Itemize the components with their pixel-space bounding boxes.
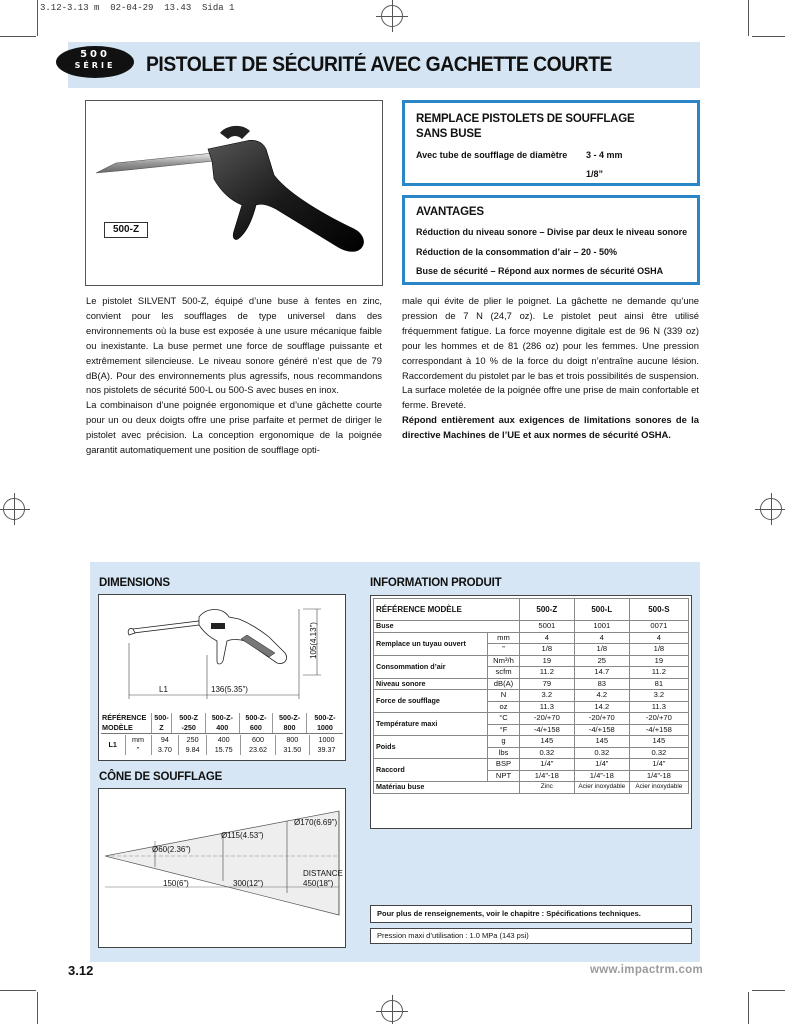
product-cell: -4/+158 — [629, 724, 688, 736]
product-unit: oz — [488, 701, 520, 713]
serie-label: SÉRIE — [74, 61, 116, 70]
product-info-table — [373, 598, 689, 794]
body-paragraph: Le pistolet SILVENT 500-Z, équipé d’une buse à fentes en zinc, convient pour les soufflages de type universel dans des environnements où la buse est exposée à une usure mécanique faible ou inexistante. La buse permet une force de soufflage puissante et extrêmement silencieuse. Le niveau sonore généré n’est que de 79 dB(A). Pour des environnements plus agressifs, nous recommandons nos pistolets de sécurité 500-L ou 500-S avec buses en inox. — [86, 295, 382, 396]
product-cell: 0.32 — [574, 747, 629, 759]
replace-heading-line1: REMPLACE PISTOLETS DE SOUFFLAGE — [416, 113, 635, 125]
product-header-cell: 500-L — [574, 599, 629, 621]
product-table-row — [374, 736, 689, 748]
website-link[interactable]: www.impactrm.com — [590, 964, 704, 976]
dim-cell: 3.70 — [151, 745, 179, 755]
product-cell: Zinc — [519, 782, 574, 794]
product-cell: 145 — [629, 736, 688, 748]
cone-label-d115: Ø115(4.53”) — [221, 831, 264, 840]
product-cell: 11.2 — [629, 667, 688, 679]
product-cell: 81 — [629, 678, 688, 690]
print-header: 3.12-3.13 m 02-04-29 13.43 Sida 1 — [40, 3, 235, 13]
product-table-row — [374, 632, 689, 644]
note-more-info: Pour plus de renseignements, voir le chapitre : Spécifications techniques. — [370, 905, 692, 923]
product-cell: 4 — [629, 632, 688, 644]
product-cell: 1/4” — [629, 759, 688, 771]
dim-label-l1: L1 — [159, 685, 168, 694]
cone-label-450: 450(18”) — [303, 879, 334, 888]
note-pressure: Pression maxi d’utilisation : 1.0 MPa (143 psi) — [370, 928, 692, 944]
product-row-label: Remplace un tuyau ouvert — [374, 632, 488, 655]
product-photo — [85, 100, 383, 286]
product-cell: 11.2 — [519, 667, 574, 679]
model-tag: 500-Z — [104, 222, 148, 238]
product-header-cell: 500-Z — [519, 599, 574, 621]
product-row-label: Niveau sonore — [374, 678, 488, 690]
product-table-row — [374, 690, 689, 702]
product-cell: 0071 — [629, 621, 688, 633]
advantage-item: Buse de sécurité – Répond aux normes de sécurité OSHA — [416, 266, 664, 276]
dimensions-box — [98, 594, 346, 761]
dim-cell: 600 — [241, 735, 275, 745]
product-row-label: Force de soufflage — [374, 690, 488, 713]
product-cell: 1/4” — [519, 759, 574, 771]
product-cell: 4 — [574, 632, 629, 644]
dim-unit: ” — [125, 745, 151, 755]
dim-label-height: 105(4.13”) — [309, 622, 318, 659]
product-unit: mm — [488, 632, 520, 644]
cone-diagram — [99, 789, 345, 947]
product-row-label: Raccord — [374, 759, 488, 782]
product-cell: 1/4” — [574, 759, 629, 771]
product-cell: -20/+70 — [519, 713, 574, 725]
product-cell: 0.32 — [519, 747, 574, 759]
product-cell: 11.3 — [519, 701, 574, 713]
product-cell: 11.3 — [629, 701, 688, 713]
dim-cell: 1000 — [318, 735, 335, 744]
replace-box — [402, 100, 700, 186]
product-unit: Nm³/h — [488, 655, 520, 667]
product-cell: -4/+158 — [574, 724, 629, 736]
product-cell: 14.7 — [574, 667, 629, 679]
product-row-label: Température maxi — [374, 713, 488, 736]
product-cell: 25 — [574, 655, 629, 667]
dim-cell: 250 — [179, 735, 207, 745]
product-table-row — [374, 678, 689, 690]
cone-label-150: 150(6”) — [163, 879, 189, 888]
product-cell: 5001 — [519, 621, 574, 633]
product-header-cell: RÉFÉRENCE MODÈLE — [374, 599, 520, 621]
dim-header-cell: RÉFÉRENCE MODÈLE — [101, 713, 151, 734]
dim-cell: 94 — [151, 735, 179, 745]
cone-label-d170: Ø170(6.69”) — [294, 818, 338, 827]
product-table-row — [374, 621, 689, 633]
cone-label-distance: DISTANCE — [303, 869, 343, 878]
product-cell: 4.2 — [574, 690, 629, 702]
product-table-row — [374, 713, 689, 725]
dimensions-table — [101, 713, 343, 734]
body-paragraph: La combinaison d’une poignée ergonomique et d’une gâchette courte pour un ou deux doigts offre une prise parfaite et permet de diriger le pistolet avec précision. La conception ergonomique de la poignée garantit automatiquement une position de soufflage opti- — [86, 399, 382, 456]
dim-header-cell: 500-Z- 800 — [273, 713, 307, 734]
product-table-row — [374, 782, 689, 794]
cone-label-300: 300(12”) — [233, 879, 264, 888]
cone-box — [98, 788, 346, 948]
product-cell: 1/4”-18 — [519, 770, 574, 782]
product-unit: °C — [488, 713, 520, 725]
product-cell: 1/8 — [629, 644, 688, 656]
dim-header-cell: 500-Z- 400 — [205, 713, 239, 734]
product-table-row — [374, 759, 689, 771]
product-cell: 83 — [574, 678, 629, 690]
body-text-left — [86, 294, 382, 458]
product-cell: 3.2 — [519, 690, 574, 702]
cone-label-d60: Ø60(2.36”) — [152, 845, 191, 854]
cone-title: CÔNE DE SOUFFLAGE — [99, 771, 223, 783]
product-info-title: INFORMATION PRODUIT — [370, 577, 502, 589]
product-cell: 0.32 — [629, 747, 688, 759]
product-cell: 19 — [519, 655, 574, 667]
page-number: 3.12 — [68, 963, 94, 978]
product-unit: BSP — [488, 759, 520, 771]
product-cell: 1/8 — [574, 644, 629, 656]
product-unit: ” — [488, 644, 520, 656]
product-cell: 1/8 — [519, 644, 574, 656]
advantages-heading: AVANTAGES — [416, 206, 484, 218]
dimensions-table-body — [101, 735, 343, 755]
dim-cell: 400 — [207, 735, 241, 745]
product-cell: Acier inoxydable — [629, 782, 688, 794]
dim-header-cell: 500-Z- 1000 — [306, 713, 343, 734]
dim-cell: 800 — [275, 735, 309, 745]
dim-row-label: L1 — [101, 735, 125, 755]
product-table-row — [374, 655, 689, 667]
product-cell: 3.2 — [629, 690, 688, 702]
body-paragraph-bold: Répond entièrement aux exigences de limitations sonores de la directive Machines de l’UE et aux normes de sécurité OSHA. — [402, 414, 699, 441]
serie-number: 500 — [80, 49, 110, 60]
dimensions-title: DIMENSIONS — [99, 577, 170, 589]
product-cell: 19 — [629, 655, 688, 667]
product-unit: NPT — [488, 770, 520, 782]
product-cell: Acier inoxydable — [574, 782, 629, 794]
product-cell: 1001 — [574, 621, 629, 633]
dim-cell: 31.50 — [275, 745, 309, 755]
product-header-cell: 500-S — [629, 599, 688, 621]
dim-unit: mm — [125, 735, 151, 745]
product-unit: N — [488, 690, 520, 702]
product-cell: 145 — [519, 736, 574, 748]
advantage-item: Réduction de la consommation d’air – 20 - 50% — [416, 247, 618, 257]
replace-value-inch: 1/8” — [586, 169, 604, 179]
product-cell: -20/+70 — [574, 713, 629, 725]
product-row-label: Buse — [374, 621, 520, 633]
dim-cell: 15.75 — [207, 745, 241, 755]
replace-value-mm: 3 - 4 mm — [586, 150, 623, 160]
body-text-right — [402, 294, 699, 443]
product-unit: g — [488, 736, 520, 748]
product-unit: dB(A) — [488, 678, 520, 690]
body-paragraph: male qui évite de plier le poignet. La gâchette ne demande qu’une pression de 7 N (24,7 oz). Le pistolet peut ainsi être utilisé fréquemment fatigue. La force moyenne digitale est de 96 N (339 oz) pour les hommes et de 81 (286 oz) pour les femmes. Une pression correspondant à 10 % de la force du doigt n’entraîne aucune lésion. Raccordement du pistolet par le bas et trois possibilités de suspension. La surface moletée de la poignée offre une prise de main confortable et ferme. Breveté. — [402, 295, 699, 411]
product-cell: 4 — [519, 632, 574, 644]
product-unit: scfm — [488, 667, 520, 679]
dim-header-cell: 500-Z- 600 — [239, 713, 273, 734]
dim-header-cell: 500-Z -250 — [172, 713, 206, 734]
product-row-label: Consommation d’air — [374, 655, 488, 678]
product-cell: 1/4”-18 — [629, 770, 688, 782]
advantage-item: Réduction du niveau sonore – Divise par deux le niveau sonore — [416, 227, 688, 237]
dim-header-cell: 500-Z — [151, 713, 172, 734]
product-row-label: Poids — [374, 736, 488, 759]
replace-text: Avec tube de soufflage de diamètre — [416, 150, 568, 160]
product-cell: 79 — [519, 678, 574, 690]
product-unit: lbs — [488, 747, 520, 759]
product-cell: 1/4”-18 — [574, 770, 629, 782]
product-cell: -4/+158 — [519, 724, 574, 736]
air-gun-image — [86, 101, 382, 285]
product-cell: 145 — [574, 736, 629, 748]
product-info-box — [370, 595, 692, 829]
product-cell: 14.2 — [574, 701, 629, 713]
product-unit: °F — [488, 724, 520, 736]
product-row-label: Matériau buse — [374, 782, 520, 794]
dim-cell: 23.62 — [241, 745, 275, 755]
product-cell: -20/+70 — [629, 713, 688, 725]
dim-cell: 39.37 — [317, 745, 336, 754]
serie-badge — [56, 46, 134, 78]
page-title: PISTOLET DE SÉCURITÉ AVEC GACHETTE COURTE — [146, 53, 612, 76]
advantages-box — [402, 195, 700, 285]
dim-label-length: 136(5.35”) — [211, 685, 248, 694]
replace-heading-line2: SANS BUSE — [416, 128, 482, 140]
dim-cell: 9.84 — [179, 745, 207, 755]
